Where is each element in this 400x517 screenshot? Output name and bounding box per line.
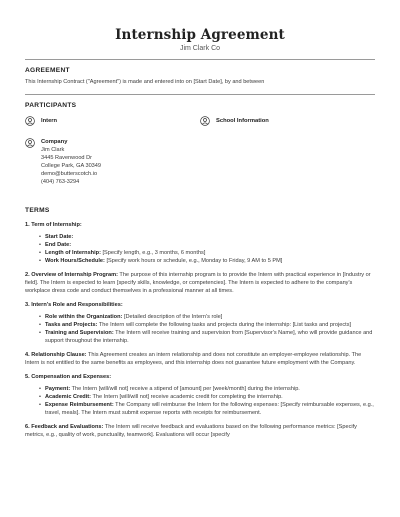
relationship-title: 4. Relationship Clause: <box>25 352 87 358</box>
overview-title: 2. Overview of Internship Program: <box>25 272 118 278</box>
company-phone: (404) 763-3294 <box>41 179 80 185</box>
terms-heading: TERMS <box>25 207 50 214</box>
list-item: • Length of Internship: [Specify length, e.g., 3 months, 6 months] <box>45 249 375 257</box>
agreement-heading: AGREEMENT <box>25 67 70 74</box>
title-divider <box>25 59 375 60</box>
company-name: Company <box>41 139 68 145</box>
relationship-section <box>25 351 375 367</box>
company-street: 3445 Ravenwood Dr <box>41 155 92 161</box>
role-section <box>25 301 375 345</box>
document-title: Internship Agreement <box>115 27 285 43</box>
user-icon <box>25 116 35 126</box>
relationship-text: This Agreement creates an intern relationship and does not constitute an employer-employee relationship. The Intern is not entitled to the same benefits as employees, and this internship does not guarantee future employment with the Company. <box>25 352 362 366</box>
list-item: • Role within the Organization: [Detailed description of the Intern's role] <box>45 313 375 321</box>
list-item: • Expense Reimbursement: The Company will reimburse the Intern for the following expenses: [Specify reimbursable expenses, e.g., travel, meals]. The Intern must submit expense reports with receipts for reimbursement. <box>45 401 375 417</box>
list-item: • Work Hours/Schedule: [Specify work hours or schedule, e.g., Monday to Friday, 9 AM to 5 PM] <box>45 257 375 265</box>
intern-party <box>25 116 200 126</box>
company-email: demo@butterscotch.io <box>41 171 98 177</box>
term-section <box>25 221 375 265</box>
feedback-title: 6. Feedback and Evaluations: <box>25 424 104 430</box>
compensation-section-title: 5. Compensation and Expenses: <box>25 374 112 380</box>
list-item: • Tasks and Projects: The Intern will complete the following tasks and projects during the internship: [List tasks and projects] <box>45 321 375 329</box>
user-icon <box>200 116 210 126</box>
term-section-title: 1. Term of Internship: <box>25 222 82 228</box>
company-city: College Park, GA 30349 <box>41 163 102 169</box>
role-section-title: 3. Intern's Role and Responsibilities: <box>25 302 123 308</box>
list-item: • Training and Supervision: The Intern will receive training and supervision from [Supervisor's Name], who will provide guidance and support throughout the internship. <box>45 329 375 345</box>
agreement-text: This Internship Contract ("Agreement") is made and entered into on [Start Date], by and between <box>25 79 265 85</box>
feedback-text: The Intern will receive feedback and evaluations based on the following performance metrics: [Specify metrics, e.g., quality of work, punctuality, teamwork]. Evaluations will occur [specify <box>25 424 357 438</box>
company-block <box>25 138 375 186</box>
compensation-list <box>25 385 375 417</box>
list-item: • End Date: <box>45 241 375 249</box>
agreement-divider <box>25 94 375 95</box>
intern-label: Intern <box>41 118 58 124</box>
document-subtitle: Jim Clark Co <box>179 45 221 52</box>
compensation-section <box>25 373 375 417</box>
overview-section <box>25 271 375 295</box>
term-list <box>25 233 375 265</box>
school-party <box>200 116 375 126</box>
company-details <box>41 138 101 186</box>
company-contact-name: Jim Clark <box>41 147 65 153</box>
list-item: • Start Date: <box>45 233 375 241</box>
list-item: • Payment: The Intern [will/will not] receive a stipend of [amount] per [week/month] during the internship. <box>45 385 375 393</box>
feedback-section <box>25 423 375 439</box>
list-item: • Academic Credit: The Intern [will/will not] receive academic credit for completing the internship. <box>45 393 375 401</box>
role-list <box>25 313 375 345</box>
user-icon <box>25 138 35 148</box>
overview-text: The purpose of this internship program is to provide the Intern with practical experience in [Industry or field]. The Intern is expected to learn [specify skills, knowledge, or competencies]. The Intern is expected to adhere to the company's workplace dress code and conduct themselves in a professional manner at all times. <box>25 272 371 294</box>
participants-heading: PARTICIPANTS <box>25 102 77 109</box>
school-label: School Information <box>216 118 269 124</box>
participants-row <box>25 116 375 126</box>
